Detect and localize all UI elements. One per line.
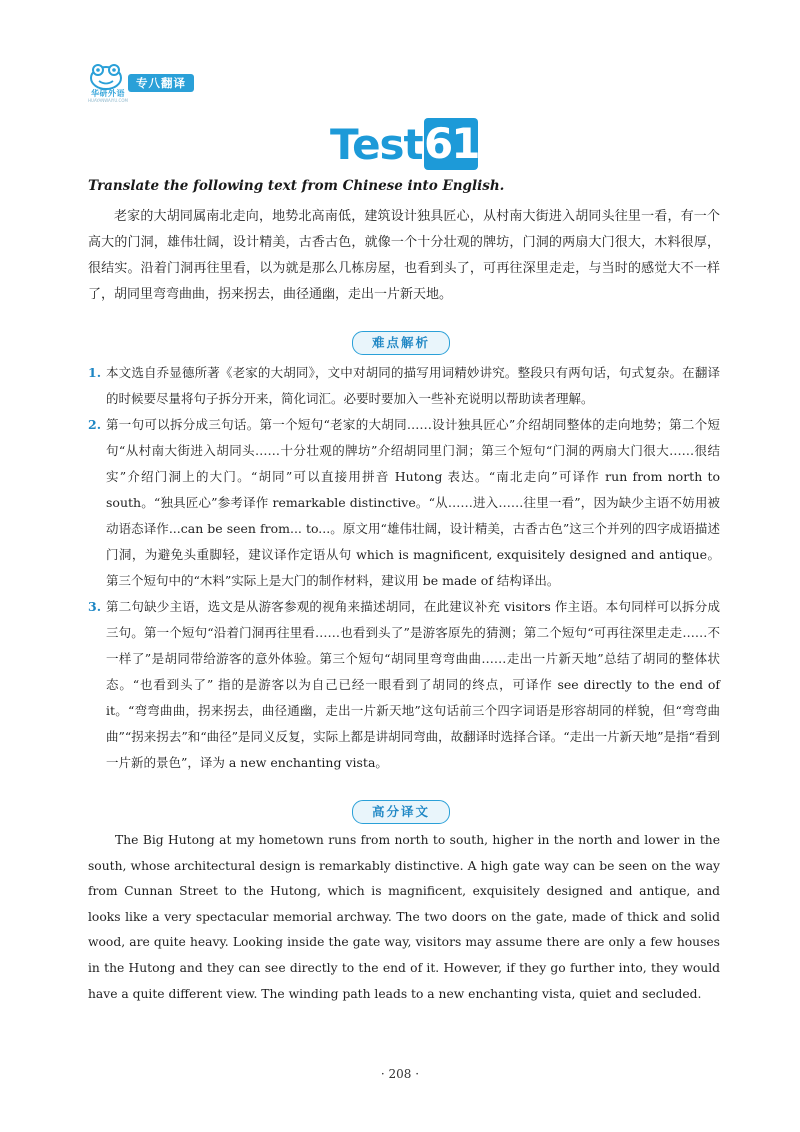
logo-text: 华研外语: [91, 89, 125, 98]
title-number-badge: 61: [424, 119, 479, 168]
model-translation: The Big Hutong at my hometown runs from north to south, higher in the north and lower in the south, whose architectural design is remarkably distinctive. A high gate way can be seen on the way from Cunnan Street to the Hutong, which is magnificent, exquisitely designed and antique, and looks like a very spectacular memorial archway. The two doors on the gate, made of thick and solid wood, are quite heavy. Looking inside the gate way, visitors may assume there are only a few houses in the Hutong and they can see directly to the end of it. However, if they go further into, they would have a quite different view. The winding path leads to a new enchanting vista, quiet and secluded.: [88, 833, 720, 1001]
note-item: [88, 594, 720, 776]
analysis-notes: [88, 360, 720, 776]
translation-section-heading: 高分译文: [352, 800, 450, 824]
note-text: 第一句可以拆分成三句话。第一个短句“老家的大胡同……设计独具匠心”介绍胡同整体的走向地势；第二个短句“从村南大街进入胡同头……十分壮观的牌坊”介绍胡同里门洞；第三个短句“门洞的两扇大门很大……很结实”介绍门洞上的大门。“胡同”可以直接用拼音 Hutong 表达。“南北走向”可译作 run from north to south。“独具匠心”参考译作 remarkable distinctive。“从……进入……往里一看”，因为缺少主语不妨用被动语态译作...can be seen from... to...。原文用“雄伟壮阔，设计精美，古香古色”这三个并列的四字成语描述门洞，为避免头重脚轻，建议译作定语从句 which is magnificent, exquisitely designed and antique。第三个短句中的“木料”实际上是大门的制作材料，建议用 be made of 结构译出。: [106, 417, 720, 588]
note-item: [88, 412, 720, 594]
source-text: 老家的大胡同属南北走向，地势北高南低，建筑设计独具匠心，从村南大街进入胡同头往里一看，有一个高大的门洞，雄伟壮阔，设计精美，古香古色，就像一个十分壮观的牌坊，门洞的两扇大门很大，木料很厚，很结实。沿着门洞再往里看，以为就是那么几栋房屋，也看到头了，可再往深里走走，与当时的感觉大不一样了，胡同里弯弯曲曲，拐来拐去，曲径通幽，走出一片新天地。: [88, 209, 720, 302]
title-word: Test: [330, 120, 423, 169]
header: [84, 62, 204, 102]
note-number: 2.: [88, 417, 102, 432]
note-text: 本文选自乔显德所著《老家的大胡同》，文中对胡同的描写用词精妙讲究。整段只有两句话，句式复杂。在翻译的时候要尽量将句子拆分开来，简化词汇。必要时要加入一些补充说明以帮助读者理解。: [106, 365, 720, 406]
note-text: 第二句缺少主语，选文是从游客参观的视角来描述胡同，在此建议补充 visitors 作主语。本句同样可以拆分成三句。第一个短句“沿着门洞再往里看……也看到头了”是游客原先的猜测；第二个短句“可再往深里走走……不一样了”是胡同带给游客的意外体验。第三个短句“胡同里弯弯曲曲……走出一片新天地”总结了胡同的整体状态。“也看到头了” 指的是游客以为自己已经一眼看到了胡同的终点，可译作 see directly to the end of it。“弯弯曲曲，拐来拐去，曲径通幽，走出一片新天地”这句话前三个四字词语是形容胡同的样貌，但“弯弯曲曲”“拐来拐去”和“曲径”是同义反复，实际上都是讲胡同弯曲，故翻译时选择合译。“走出一片新天地”是指“看到一片新的景色”，译为 a new enchanting vista。: [106, 599, 720, 770]
note-number: 3.: [88, 599, 102, 614]
note-number: 1.: [88, 365, 102, 380]
series-tag: 专八翻译: [128, 74, 194, 92]
analysis-section-heading: 难点解析: [352, 331, 450, 355]
instruction: Translate the following text from Chinese into English.: [88, 178, 505, 194]
note-item: [88, 360, 720, 412]
logo-subtext: HUAYANWAIYU.COM: [88, 98, 128, 103]
page-title: [330, 118, 480, 176]
page-number: · 208 ·: [380, 1067, 420, 1081]
